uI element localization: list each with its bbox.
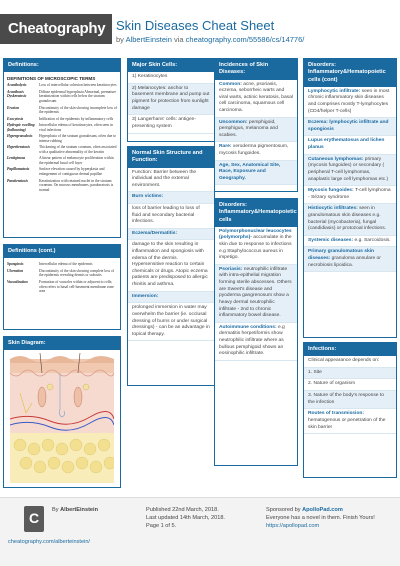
definition-term: Acanthosis Dyskeratosis bbox=[7, 89, 27, 99]
author-link[interactable]: AlbertEinstein bbox=[125, 35, 172, 44]
histiocytic-row: Histiocytic infiltrates: seen in granulomatous skin diseases e.g. bacterial (mycobacteria), fungal (candidiasis) or protozoal infections. bbox=[304, 204, 396, 235]
sponsor-link[interactable]: ApolloPad.com bbox=[302, 507, 343, 513]
definition-row bbox=[7, 145, 117, 155]
burn-text: loss of barrier leading to loss of fluid and secondary bacterial infections. bbox=[128, 204, 214, 229]
page-number: Page 1 of 5. bbox=[146, 523, 177, 530]
infections-box bbox=[303, 342, 397, 478]
definition-text: Intercellular edema of the epidermis bbox=[39, 262, 93, 267]
definition-row bbox=[7, 167, 117, 177]
disorders-cont-heading: Disorders: Inflammatory&Hematopoietic cells (cont) bbox=[304, 59, 396, 87]
definition-row bbox=[7, 123, 117, 133]
definition-row bbox=[7, 134, 117, 144]
definition-term: Exocytosis bbox=[7, 116, 24, 121]
definition-term: Erosion bbox=[7, 105, 20, 110]
definition-text: Intracellular edema of keratinocytes, often seen in viral infections bbox=[39, 122, 113, 132]
updated-date: Last updated 14th March, 2018. bbox=[146, 515, 225, 522]
definition-row bbox=[7, 117, 117, 122]
footer-sponsor bbox=[266, 506, 375, 530]
footer-author-url[interactable]: cheatography.com/alberteinstein/ bbox=[8, 539, 90, 545]
rare-row: Rare: xeroderma pigmentosum, mycosis fungoides. bbox=[215, 142, 297, 160]
factors-row: Age, Sex, Anatomical Site, Race, Exposure and Geography. bbox=[215, 161, 297, 186]
skin-surface bbox=[10, 356, 114, 363]
definition-row bbox=[7, 156, 117, 166]
footer-author bbox=[52, 506, 98, 514]
definition-row bbox=[7, 280, 117, 294]
cell-item-3: 3) Langerhans' cells: antigen-presenting system bbox=[128, 115, 214, 133]
definitions-cont-heading: Definitions (cont.) bbox=[4, 245, 120, 258]
definitions-cont-table bbox=[4, 258, 120, 297]
incidence-box bbox=[214, 58, 298, 192]
via-label: via bbox=[173, 35, 184, 44]
definition-term: Hypergranulosis bbox=[7, 134, 33, 139]
definition-term: Hyperkeratosis bbox=[7, 145, 30, 150]
definition-term: Ulceration bbox=[7, 268, 24, 273]
definition-text: Surface elevation caused by hyperplasia and enlargement of contiguous dermal papillae bbox=[39, 167, 105, 177]
systemic-row: Systemic diseases: e.g. Sarcoidosis. bbox=[304, 236, 396, 248]
uncommon-row: Uncommon: pemphigoid, pemphigus, melanoma and scabies. bbox=[215, 118, 297, 143]
cell-item-2: 2) Melanocytes: anchor to basement membrane and pump out pigment for protection from sunlight damage bbox=[128, 84, 214, 115]
factor-2: 2. Nature of organism bbox=[304, 379, 396, 391]
cheatography-logo[interactable] bbox=[0, 14, 112, 44]
definition-term: Lentiginous bbox=[7, 156, 26, 161]
definition-row bbox=[7, 269, 117, 279]
definition-row bbox=[7, 83, 117, 88]
page-header bbox=[0, 0, 400, 56]
logo-text: Cheatography bbox=[8, 20, 106, 37]
eczema-text: damage to the skin resulting in inflammation and spongiosis with edema of the dermis. Hypersensitive reaction to certain chemicals or drugs. Atopic eczema patients are predisposed to allergic rhinitis and asthma. bbox=[128, 240, 214, 291]
sebaceous-gland bbox=[47, 384, 53, 390]
definitions-cont-box bbox=[3, 244, 121, 330]
definitions-table bbox=[4, 72, 120, 196]
definition-term: Hydropic swelling (ballooning) bbox=[7, 122, 35, 132]
poly-row: Polymorphonuclear leucocytes (polymorphs)- accumulate in the skin due to response to infections e.g Staphylococcus aureus in impetigo. bbox=[215, 227, 297, 265]
footer-author-url-wrap bbox=[8, 538, 90, 546]
definition-term: Spongiosis bbox=[7, 262, 24, 267]
sponsored-label: Sponsored by bbox=[266, 507, 301, 513]
normal-structure-heading: Normal Skin Structure and Function: bbox=[128, 147, 214, 168]
definitions-table-title: DEFINITIONS OF MICROSCOPIC TERMS bbox=[7, 76, 96, 82]
definitions-list bbox=[7, 83, 117, 193]
byline bbox=[116, 35, 304, 44]
hair-follicle bbox=[38, 387, 46, 407]
definitions-box bbox=[3, 58, 121, 238]
eczema-row: Eczema: lymphocytic infiltrate and spongiosis bbox=[304, 118, 396, 136]
mycosis-row: Mycosis fungoides: T-cell lymphoma - Sézary syndrome bbox=[304, 186, 396, 204]
major-skin-cells-box bbox=[127, 58, 215, 142]
immersion-label: Immersion: bbox=[128, 292, 214, 304]
definition-text: Loss of intercellular cohesion between keratinocytes bbox=[39, 83, 117, 88]
cell-item-1: 1) Keratinocytes bbox=[128, 72, 214, 84]
incidence-heading: Incidences of Skin Diseases: bbox=[215, 59, 297, 80]
definition-row bbox=[7, 90, 117, 104]
published-date: Published 22nd March, 2018. bbox=[146, 507, 219, 513]
function-text: Function: Barrier between the individual and the external environment. bbox=[128, 168, 214, 193]
disorders-cont-box bbox=[303, 58, 397, 338]
definition-term: Papillomatosis bbox=[7, 167, 30, 172]
infections-heading: Infections: bbox=[304, 343, 396, 356]
footer-author-name[interactable]: AlbertEinstein bbox=[60, 507, 99, 513]
definitions-cont-list bbox=[7, 262, 117, 294]
definition-row bbox=[7, 106, 117, 116]
definition-term: Acantholysis bbox=[7, 83, 27, 88]
primary-row: Primary granulomatous skin diseases: granuloma annulare or necrobiosis lipoidica. bbox=[304, 247, 396, 272]
sheet-url-link[interactable]: cheatography.com/55586/cs/14776/ bbox=[185, 35, 305, 44]
definition-term: Parakeratosis bbox=[7, 178, 28, 183]
definition-text: Hyperplasia of the stratum granulosum, often due to intense rubbing bbox=[39, 134, 117, 143]
definition-text: Discontinuity of the skin showing complete loss of the epidermis revealing dermis or subcutis bbox=[39, 268, 115, 278]
lupus-row: Lupus erythematosus and lichen planus bbox=[304, 136, 396, 154]
cutaneous-row: Cutaneous lymphomas: primary (mycosis fungoides) or secondary ( peripheral T-cell lymphomas, anaplastic large cell lymphomas etc.) bbox=[304, 155, 396, 186]
eczema-label: Eczema/Dermatitis: bbox=[128, 229, 214, 241]
normal-structure-box bbox=[127, 146, 215, 386]
skin-diagram-box bbox=[3, 336, 121, 488]
definition-term: Vacuolization bbox=[7, 279, 28, 284]
clinical-row: Clinical appearance depends on: bbox=[304, 356, 396, 368]
hair-follicle-2 bbox=[74, 387, 82, 407]
page-title: Skin Diseases Cheat Sheet bbox=[116, 18, 275, 33]
factor-1: 1. Site bbox=[304, 368, 396, 380]
skin-diagram-image bbox=[10, 353, 114, 483]
definition-row bbox=[7, 179, 117, 193]
page-footer bbox=[0, 497, 400, 566]
psoriasis-row: Psoriasis: neutrophilic infiltrate with intra-epithelial migration forming sterile abscesses. Others are Sweet's disease and pyoderma gangrenosum show a heavy dermal neutrophilic infiltrate - 2nd to chronic inflammatory bowel disease. bbox=[215, 265, 297, 323]
disorders-box bbox=[214, 198, 298, 466]
disorders-heading: Disorders: Inflammatory&Hematopoietic cells bbox=[215, 199, 297, 227]
lympho-row: Lymphocytic infiltrate: seen in most chronic inflammatory skin diseases and comprises mostly T-lymphocytes (CD4/helper T-cells) bbox=[304, 87, 396, 118]
routes-row: Routes of transmission: hematogenous or penetration of the skin barrier bbox=[304, 409, 396, 434]
immersion-text: prolonged immersion in water may overwhelm the barrier (ie. occlusal dressing of burns or under surgical dressings) - can be an advantage in topical therapy. bbox=[128, 303, 214, 341]
autoimmune-row: Autoimmune conditions: e.g dermatitis herpetiformis show neutrophilic infiltrate where as bullous pemphigoid shows an eosinophilic infiltrate. bbox=[215, 323, 297, 361]
skin-diagram-heading: Skin Diagram: bbox=[4, 337, 120, 350]
sponsor-text: Everyone has a novel in them. Finish Yours! bbox=[266, 515, 375, 522]
definition-text: Thickening of the stratum corneum, often associated with a qualitative abnormality of the keratin bbox=[39, 145, 117, 155]
definition-text: A linear pattern of melanocyte proliferation within the epidermal basal cell layer bbox=[39, 156, 114, 166]
footer-dates bbox=[146, 506, 225, 530]
definitions-heading: Definitions: bbox=[4, 59, 120, 72]
definition-text: Infiltration of the epidermis by inflammatory cells bbox=[39, 116, 114, 121]
major-skin-cells-heading: Major Skin Cells: bbox=[128, 59, 214, 72]
common-row: Common: acne, psoriasis, eczema, seborrheic warts and viral warts, actinic keratosis, basal cell carcinoma, squamous cell carcinoma. bbox=[215, 80, 297, 118]
definition-text: Keratinization with retained nuclei in the stratum corneum. On mucous membranes, parakeratosis is normal bbox=[39, 178, 114, 193]
definition-text: Discontinuity of the skin showing incomplete loss of the epidermis bbox=[39, 105, 117, 115]
sebaceous-gland-2 bbox=[83, 384, 89, 390]
definition-row bbox=[7, 262, 117, 267]
definition-text: Diffuse epidermal hyperplasia Abnormal, premature keratinization within cells below the stratum granulosum bbox=[39, 89, 117, 104]
definition-text: Formation of vacuoles within or adjacent to cells; often refers to basal cell-basement membrane zone area bbox=[39, 279, 114, 294]
sponsor-url[interactable]: https://apollopad.com bbox=[266, 523, 320, 530]
by-label: by bbox=[116, 35, 124, 44]
burn-label: Burn victims: bbox=[128, 192, 214, 204]
footer-logo-icon[interactable]: C bbox=[24, 506, 44, 532]
footer-by-label: By bbox=[52, 507, 59, 513]
factor-3: 3. Nature of the body's response to the infection bbox=[304, 391, 396, 409]
